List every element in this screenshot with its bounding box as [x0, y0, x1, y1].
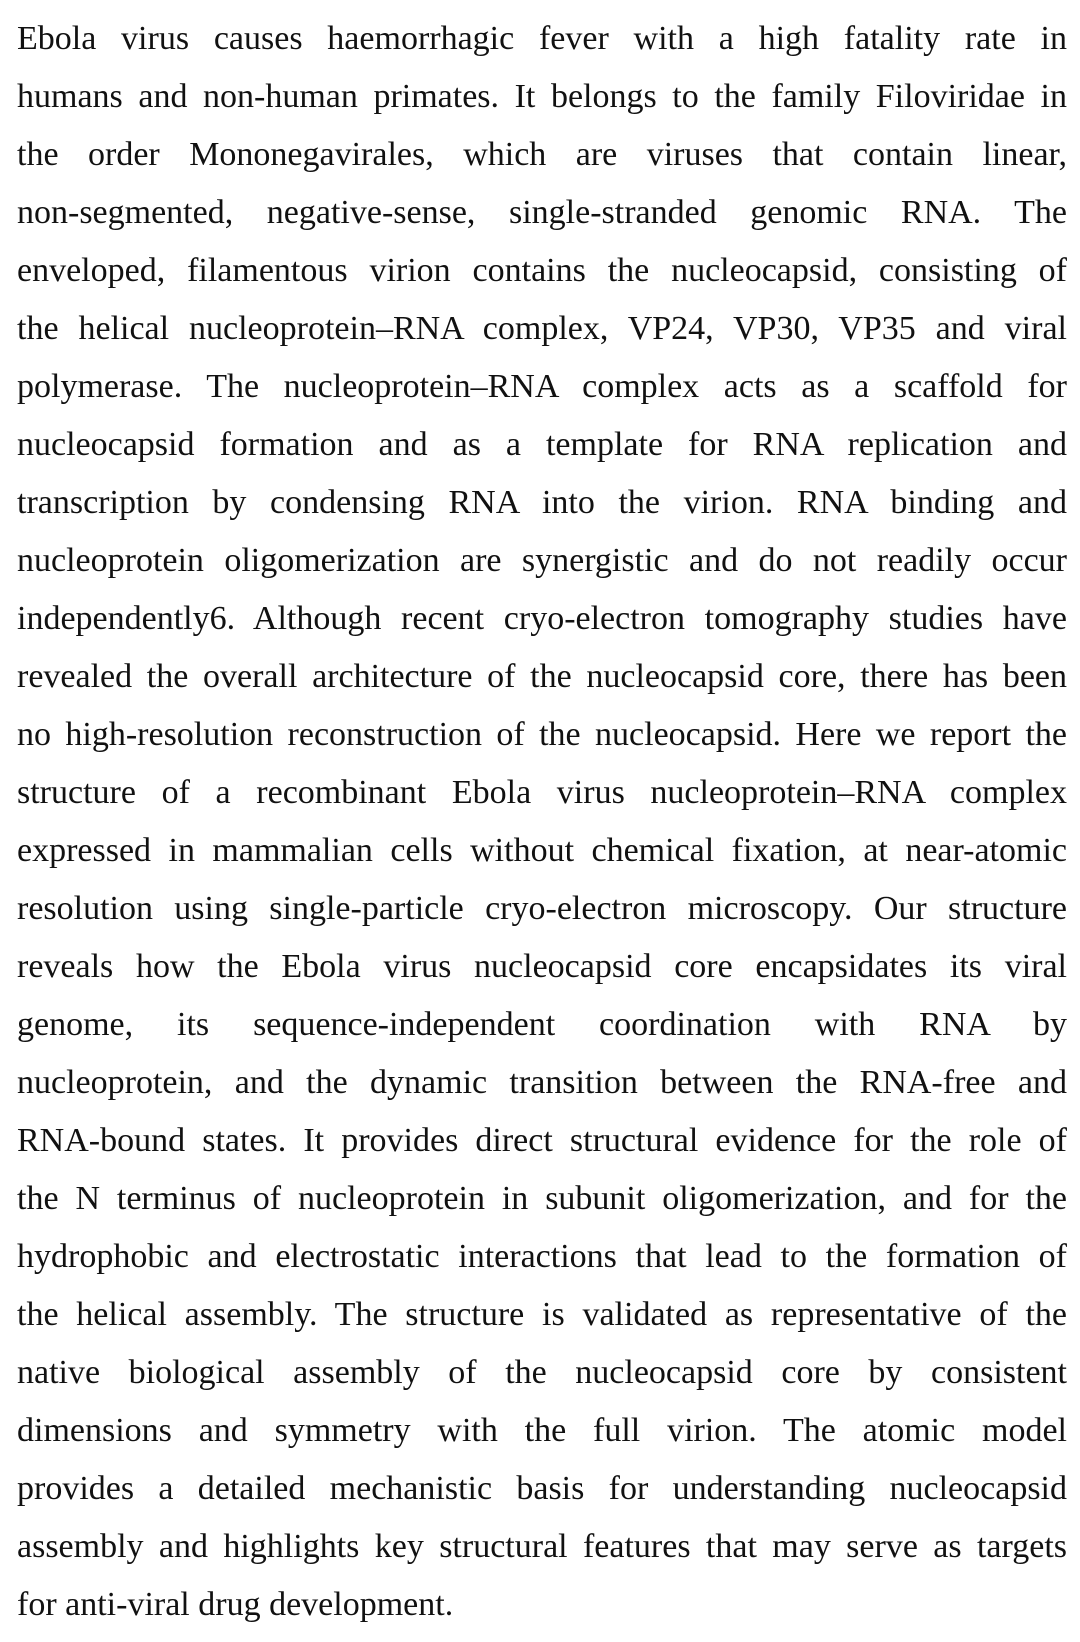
text-line: expressed in mammalian cells without chemical fixation, at near-atomic — [17, 832, 1067, 869]
text-line: polymerase. The nucleoprotein–RNA complex acts as a scaffold for — [17, 368, 1067, 405]
text-line: reveals how the Ebola virus nucleocapsid core encapsidates its viral — [17, 948, 1067, 985]
text-line: the N terminus of nucleoprotein in subunit oligomerization, and for the — [17, 1180, 1067, 1217]
text-line: nucleoprotein, and the dynamic transition between the RNA-free and — [17, 1064, 1067, 1101]
text-line: nucleoprotein oligomerization are synergistic and do not readily occur — [17, 542, 1067, 579]
text-line: provides a detailed mechanistic basis for understanding nucleocapsid — [17, 1470, 1067, 1507]
text-line: enveloped, filamentous virion contains the nucleocapsid, consisting of — [17, 252, 1067, 289]
text-line: no high-resolution reconstruction of the nucleocapsid. Here we report the — [17, 716, 1067, 753]
text-line: for anti-viral drug development. — [17, 1586, 454, 1623]
text-line: nucleocapsid formation and as a template for RNA replication and — [17, 426, 1067, 463]
text-line: the helical nucleoprotein–RNA complex, VP24, VP30, VP35 and viral — [17, 310, 1067, 347]
text-line: revealed the overall architecture of the nucleocapsid core, there has been — [17, 658, 1067, 695]
text-line: the helical assembly. The structure is validated as representative of the — [17, 1296, 1067, 1333]
text-line: non-segmented, negative-sense, single-stranded genomic RNA. The — [17, 194, 1067, 231]
text-line: dimensions and symmetry with the full virion. The atomic model — [17, 1412, 1067, 1449]
abstract-paragraph — [17, 10, 1067, 1634]
text-line: genome, its sequence-independent coordination with RNA by — [17, 1006, 1067, 1043]
text-line: transcription by condensing RNA into the virion. RNA binding and — [17, 484, 1067, 521]
text-line: structure of a recombinant Ebola virus nucleoprotein–RNA complex — [17, 774, 1067, 811]
text-line: Ebola virus causes haemorrhagic fever with a high fatality rate in — [17, 20, 1067, 57]
text-line: native biological assembly of the nucleocapsid core by consistent — [17, 1354, 1067, 1391]
text-line: independently6. Although recent cryo-electron tomography studies have — [17, 600, 1067, 637]
text-line: assembly and highlights key structural features that may serve as targets — [17, 1528, 1067, 1565]
text-line: hydrophobic and electrostatic interactions that lead to the formation of — [17, 1238, 1067, 1275]
text-line: resolution using single-particle cryo-electron microscopy. Our structure — [17, 890, 1067, 927]
text-line: RNA-bound states. It provides direct structural evidence for the role of — [17, 1122, 1067, 1159]
text-line: the order Mononegavirales, which are viruses that contain linear, — [17, 136, 1067, 173]
text-line: humans and non-human primates. It belongs to the family Filoviridae in — [17, 78, 1067, 115]
